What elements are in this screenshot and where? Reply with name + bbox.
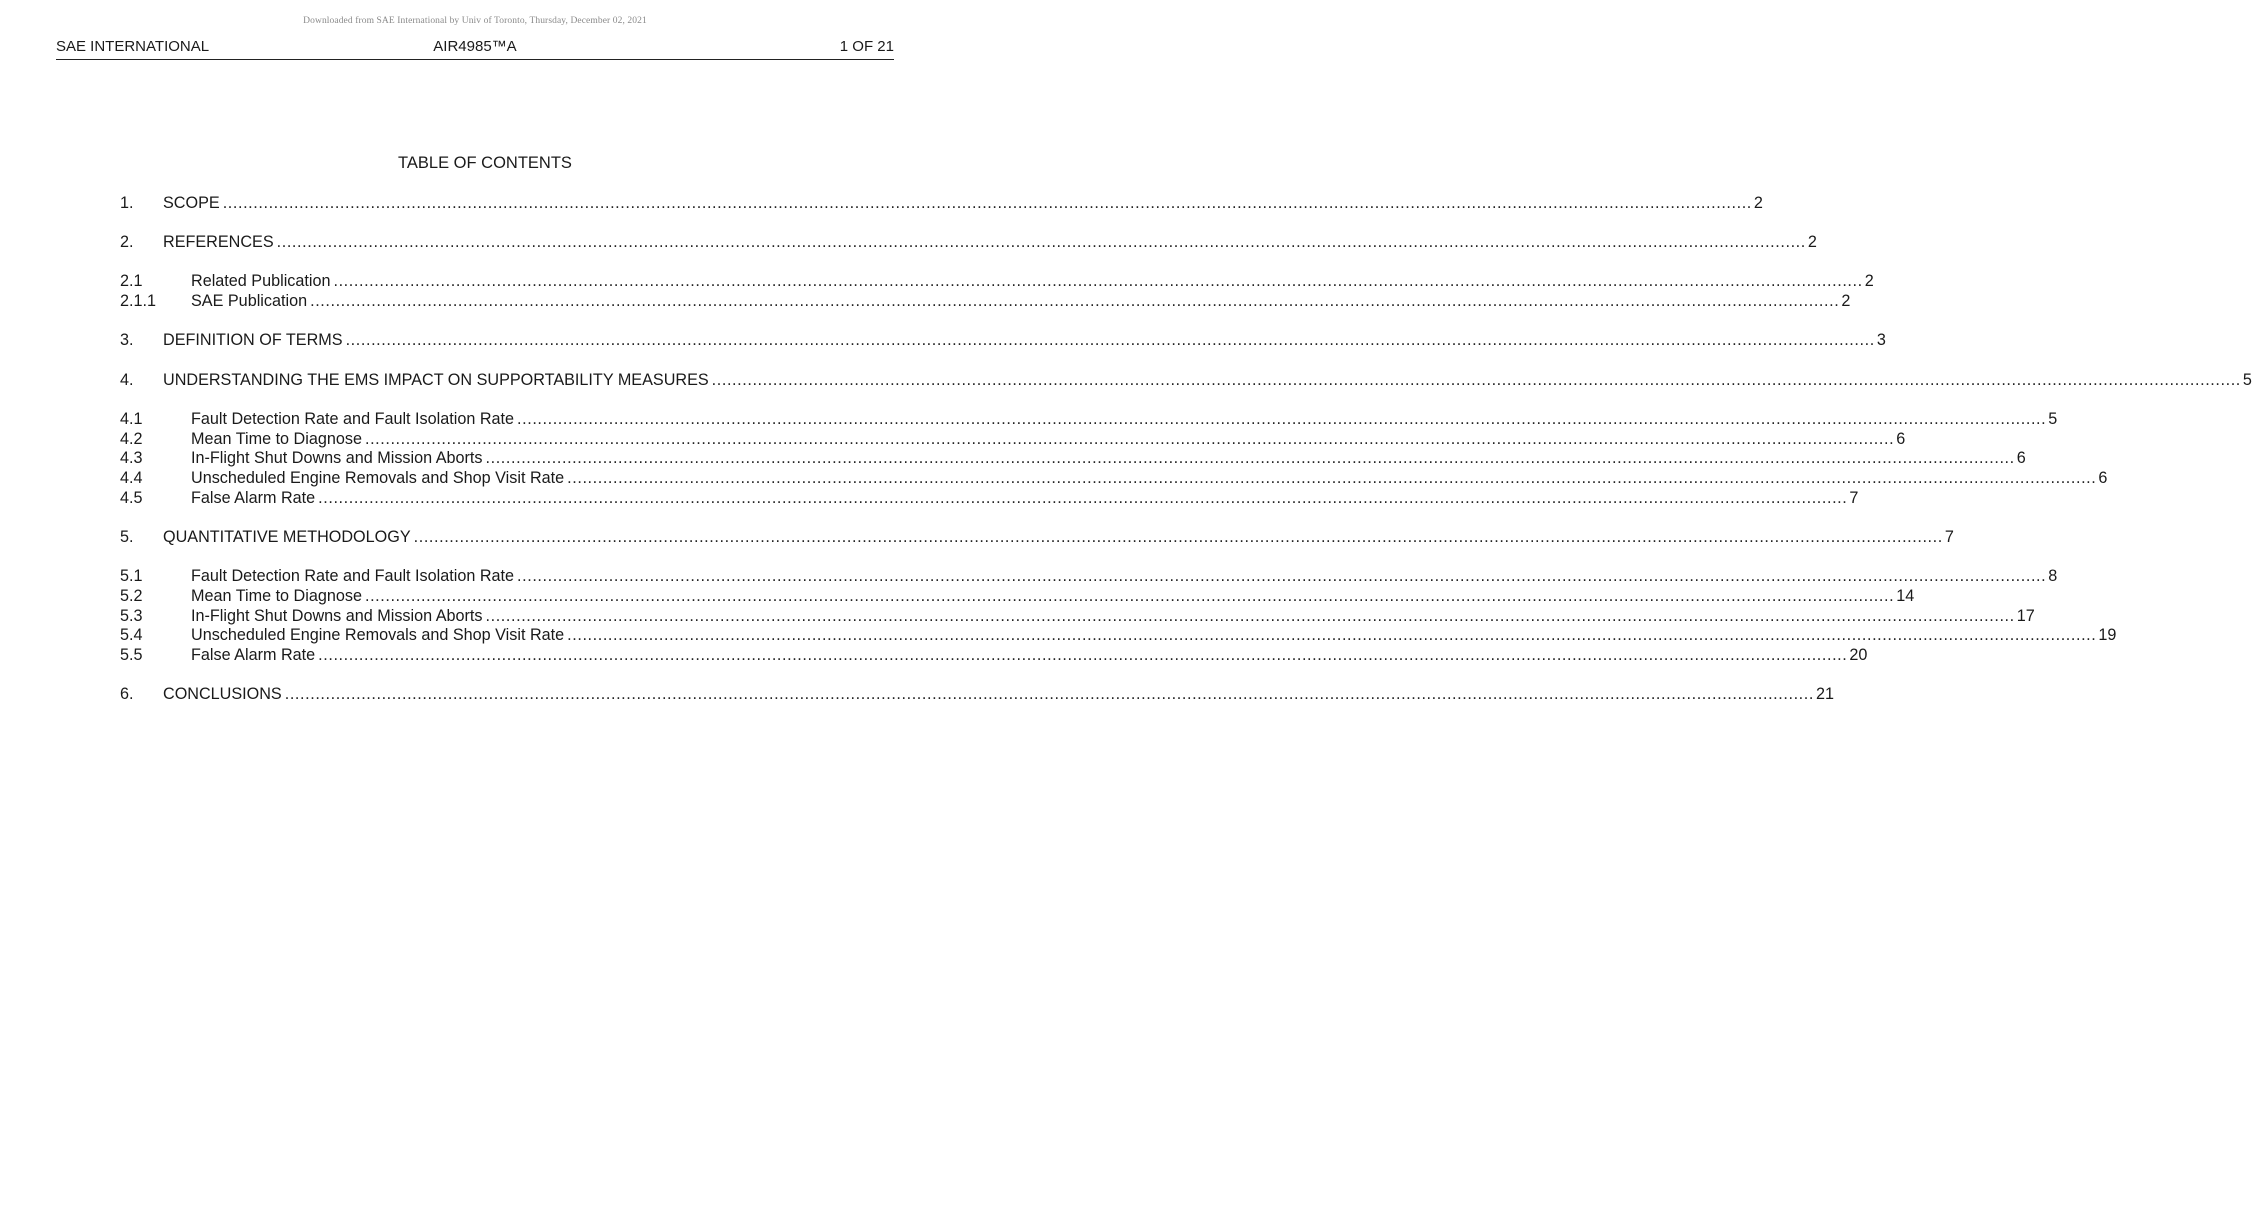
- toc-entry[interactable]: [120, 606, 2035, 626]
- toc-entry[interactable]: [120, 684, 1834, 704]
- dot-leader: ............................................................................................................................................................................................................................................................................................................: [284, 685, 1814, 703]
- toc-entry-title: Mean Time to Diagnose: [191, 430, 362, 448]
- toc-entry-title: UNDERSTANDING THE EMS IMPACT ON SUPPORTABILITY MEASURES: [163, 371, 709, 389]
- toc-entry-number: 2.1.1: [120, 292, 157, 310]
- toc-entry[interactable]: [120, 232, 1817, 252]
- toc-entry[interactable]: [120, 291, 1851, 311]
- toc-entry-title: Unscheduled Engine Removals and Shop Visit Rate: [191, 469, 565, 487]
- toc-entry-title: DEFINITION OF TERMS: [163, 331, 343, 349]
- toc-entry[interactable]: [120, 448, 2026, 468]
- dot-leader: ............................................................................................................................................................................................................................................................................................................: [318, 489, 1848, 507]
- dot-leader: ............................................................................................................................................................................................................................................................................................................: [413, 528, 1943, 546]
- dot-leader: ............................................................................................................................................................................................................................................................................................................: [711, 371, 2241, 389]
- toc-entry-title: False Alarm Rate: [191, 489, 316, 507]
- toc-entry-page: 7: [1849, 489, 1859, 507]
- toc-entry-title: Fault Detection Rate and Fault Isolation Rate: [191, 410, 515, 428]
- toc-entry-page: 17: [2016, 607, 2035, 625]
- dot-leader: ............................................................................................................................................................................................................................................................................................................: [276, 233, 1806, 251]
- toc-entry-page: 14: [1896, 587, 1915, 605]
- toc-entry-page: 5: [2242, 371, 2252, 389]
- dot-leader: ............................................................................................................................................................................................................................................................................................................: [364, 587, 1895, 605]
- toc-entry-title: QUANTITATIVE METHODOLOGY: [163, 528, 411, 546]
- toc-entry[interactable]: [120, 370, 2252, 390]
- publisher-name: SAE INTERNATIONAL: [56, 38, 210, 55]
- toc-entry-title: Related Publication: [191, 272, 331, 290]
- dot-leader: ............................................................................................................................................................................................................................................................................................................: [567, 469, 2097, 487]
- toc-entry-number: 5.2: [120, 587, 143, 605]
- toc-entry-number: 4.3: [120, 449, 143, 467]
- toc-entry-page: 6: [1896, 430, 1906, 448]
- dot-leader: ............................................................................................................................................................................................................................................................................................................: [485, 607, 2015, 625]
- toc-entry-title: In-Flight Shut Downs and Mission Aborts: [191, 449, 483, 467]
- toc-entry-number: 4.5: [120, 489, 143, 507]
- toc-entry-number: 4.1: [120, 410, 143, 428]
- toc-entry-page: 21: [1815, 685, 1834, 703]
- toc-entry-title: CONCLUSIONS: [163, 685, 282, 703]
- toc-entry-number: 1.: [120, 194, 134, 212]
- toc-entry[interactable]: [120, 527, 1954, 547]
- toc-entry-number: 5.1: [120, 567, 143, 585]
- toc-entry-page: 6: [2098, 469, 2108, 487]
- toc-entry[interactable]: [120, 586, 1915, 606]
- toc-entry-number: 4.: [120, 371, 134, 389]
- toc-entry-number: 5.4: [120, 626, 143, 644]
- page-indicator: 1 OF 21: [839, 38, 894, 55]
- toc-entry-page: 5: [2048, 410, 2058, 428]
- download-notice: Downloaded from SAE International by Univ of Toronto, Thursday, December 02, 2021: [303, 16, 647, 26]
- toc-entry-page: 2: [1864, 272, 1874, 290]
- toc-entry[interactable]: [120, 409, 2058, 429]
- toc-entry-title: False Alarm Rate: [191, 646, 316, 664]
- toc-entry-page: 2: [1841, 292, 1851, 310]
- toc-entry-page: 2: [1807, 233, 1817, 251]
- toc-entry-title: Mean Time to Diagnose: [191, 587, 362, 605]
- dot-leader: ............................................................................................................................................................................................................................................................................................................: [485, 449, 2015, 467]
- dot-leader: ............................................................................................................................................................................................................................................................................................................: [333, 272, 1863, 290]
- toc-entry-page: 7: [1944, 528, 1954, 546]
- toc-entry-page: 6: [2016, 449, 2026, 467]
- dot-leader: ............................................................................................................................................................................................................................................................................................................: [222, 194, 1752, 212]
- toc-entry-title: In-Flight Shut Downs and Mission Aborts: [191, 607, 483, 625]
- toc-entry-number: 4.2: [120, 430, 143, 448]
- toc-entry-page: 2: [1753, 194, 1763, 212]
- toc-entry[interactable]: [120, 468, 2108, 488]
- toc-entry[interactable]: [120, 645, 1868, 665]
- toc-entry-page: 19: [2098, 626, 2117, 644]
- dot-leader: ............................................................................................................................................................................................................................................................................................................: [567, 626, 2097, 644]
- toc-entry-number: 2.: [120, 233, 134, 251]
- toc-entry[interactable]: [120, 330, 1886, 350]
- toc-entry-number: 6.: [120, 685, 134, 703]
- dot-leader: ............................................................................................................................................................................................................................................................................................................: [517, 567, 2047, 585]
- dot-leader: ............................................................................................................................................................................................................................................................................................................: [517, 410, 2047, 428]
- toc-title: TABLE OF CONTENTS: [398, 154, 572, 172]
- dot-leader: ............................................................................................................................................................................................................................................................................................................: [318, 646, 1848, 664]
- dot-leader: ............................................................................................................................................................................................................................................................................................................: [310, 292, 1840, 310]
- toc-entry[interactable]: [120, 193, 1763, 213]
- dot-leader: ............................................................................................................................................................................................................................................................................................................: [364, 430, 1895, 448]
- toc-entry-title: Unscheduled Engine Removals and Shop Visit Rate: [191, 626, 565, 644]
- toc-entry[interactable]: [120, 488, 1859, 508]
- toc-entry-number: 5.: [120, 528, 134, 546]
- toc-entry[interactable]: [120, 429, 1906, 449]
- toc-entry[interactable]: [120, 271, 1874, 291]
- toc-entry-page: 3: [1876, 331, 1886, 349]
- toc-entry-number: 3.: [120, 331, 134, 349]
- toc-entry[interactable]: [120, 566, 2058, 586]
- document-number: AIR4985™A: [433, 38, 517, 55]
- toc-entry-page: 20: [1849, 646, 1868, 664]
- toc-entry-number: 5.3: [120, 607, 143, 625]
- toc-entry-number: 2.1: [120, 272, 143, 290]
- toc-entry-title: REFERENCES: [163, 233, 274, 251]
- toc-entry[interactable]: [120, 625, 2117, 645]
- toc-entry-page: 8: [2048, 567, 2058, 585]
- toc-entry-title: SAE Publication: [191, 292, 308, 310]
- dot-leader: ............................................................................................................................................................................................................................................................................................................: [345, 331, 1875, 349]
- toc-entry-number: 5.5: [120, 646, 143, 664]
- toc-entry-title: SCOPE: [163, 194, 220, 212]
- toc-entry-title: Fault Detection Rate and Fault Isolation Rate: [191, 567, 515, 585]
- toc-entry-number: 4.4: [120, 469, 143, 487]
